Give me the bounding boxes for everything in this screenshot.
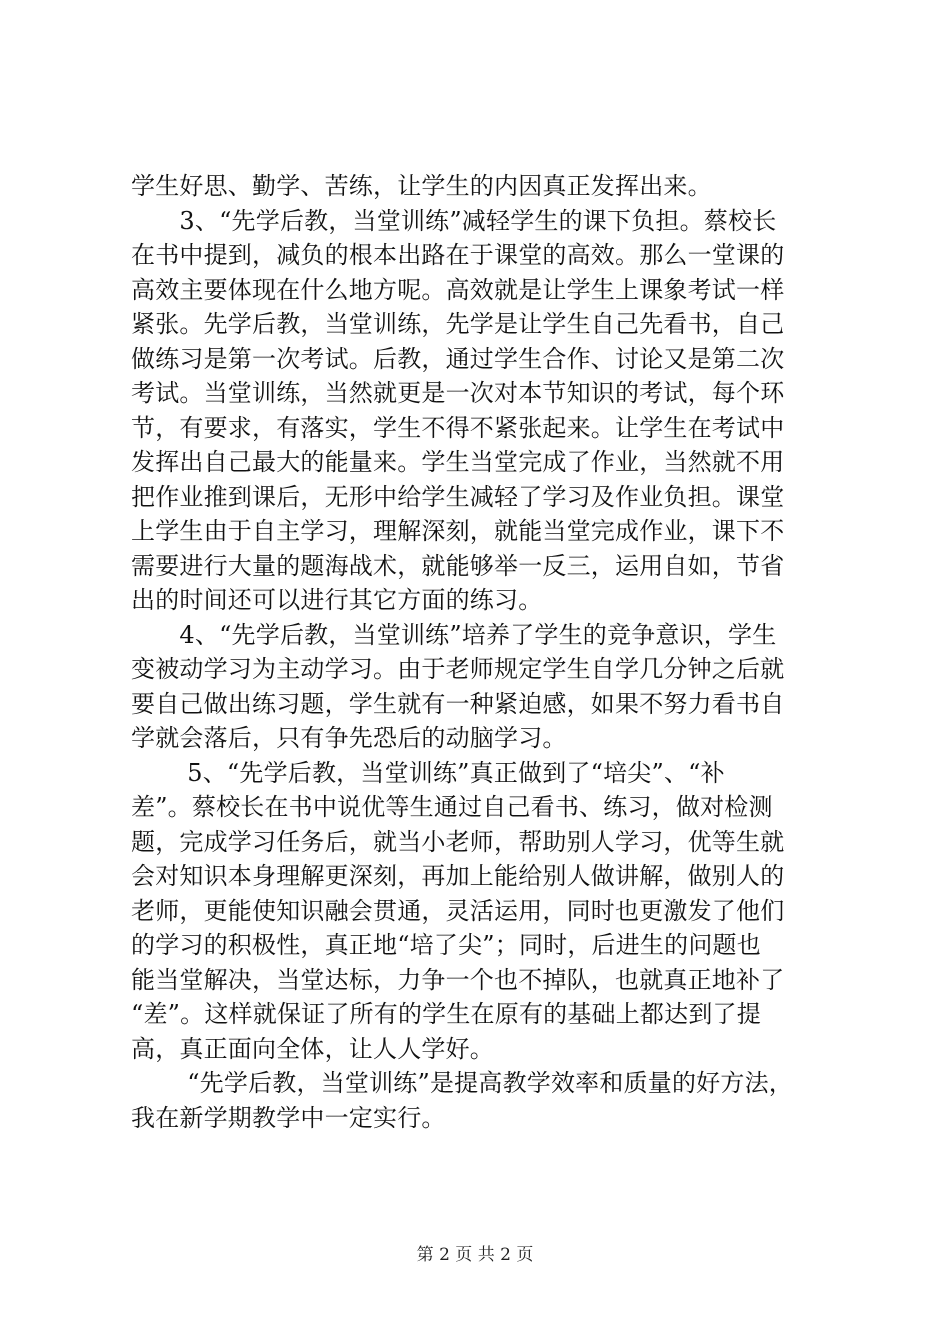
page-number-label: 第 2 页 共 2 页 <box>416 1245 534 1265</box>
body-text <box>131 169 831 1135</box>
text-line: 会对知识本身理解更深刻，再加上能给别人做讲解，做别人的 <box>131 862 785 890</box>
text-line: 我在新学期教学中一定实行。 <box>131 1103 446 1132</box>
text-line: 紧张。先学后教，当堂训练，先学是让学生自己先看书，自己 <box>131 310 785 338</box>
text-line: 把作业推到课后，无形中给学生减轻了学习及作业负担。课堂 <box>131 482 785 511</box>
text-line: 高效主要体现在什么地方呢。高效就是让学生上课象考试一样 <box>131 275 785 304</box>
text-line: 题，完成学习任务后，就当小老师，帮助别人学习，优等生就 <box>131 827 785 856</box>
text-line: 做练习是第一次考试。后教，通过学生合作、讨论又是第二次 <box>131 344 785 373</box>
text-line: 要自己做出练习题，学生就有一种紧迫感，如果不努力看书自 <box>131 689 785 718</box>
paragraph-4 <box>131 756 831 1067</box>
text-line: 在书中提到，减负的根本出路在于课堂的高效。那么一堂课的 <box>131 241 785 269</box>
text-line: 出的时间还可以进行其它方面的练习。 <box>131 586 543 614</box>
text-line: 高，真正面向全体，让人人学好。 <box>131 1034 494 1063</box>
paragraph-2 <box>131 204 831 618</box>
text-line: 学就会落后，只有争先恐后的动脑学习。 <box>131 724 567 752</box>
text-line: 变被动学习为主动学习。由于老师规定学生自学几分钟之后就 <box>131 655 785 683</box>
paragraph-5 <box>131 1066 831 1135</box>
page-footer <box>0 1240 950 1265</box>
text-line: “差”。这样就保证了所有的学生在原有的基础上都达到了提 <box>131 1000 761 1028</box>
text-line: 差”。蔡校长在书中说优等生通过自己看书、练习，做对检测 <box>131 793 773 821</box>
text-line: 考试。当堂训练，当然就更是一次对本节知识的考试，每个环 <box>131 379 785 407</box>
text-line: 需要进行大量的题海战术，就能够举一反三，运用自如，节省 <box>131 551 785 580</box>
text-line: 3、“先学后教，当堂训练”减轻学生的课下负担。蔡校长 <box>131 206 777 235</box>
text-line: 发挥出自己最大的能量来。学生当堂完成了作业，当然就不用 <box>131 448 785 476</box>
text-line: “先学后教，当堂训练”是提高教学效率和质量的好方法， <box>131 1069 793 1097</box>
text-line: 学生好思、勤学、苦练，让学生的内因真正发挥出来。 <box>131 172 712 200</box>
text-line: 上学生由于自主学习，理解深刻，就能当堂完成作业，课下不 <box>131 517 785 545</box>
paragraph-1 <box>131 169 831 204</box>
text-line: 能当堂解决，当堂达标，力争一个也不掉队，也就真正地补了 <box>131 965 785 994</box>
text-line: 4、“先学后教，当堂训练”培养了学生的竞争意识，学生 <box>131 620 777 649</box>
paragraph-3 <box>131 618 831 756</box>
text-line: 老师，更能使知识融会贯通，灵活运用，同时也更激发了他们 <box>131 896 785 925</box>
text-line: 节，有要求，有落实，学生不得不紧张起来。让学生在考试中 <box>131 413 785 442</box>
text-line: 的学习的积极性，真正地“培了尖”；同时，后进生的问题也 <box>131 931 761 959</box>
text-line: 5、“先学后教，当堂训练”真正做到了“培尖”、“补 <box>131 758 725 787</box>
